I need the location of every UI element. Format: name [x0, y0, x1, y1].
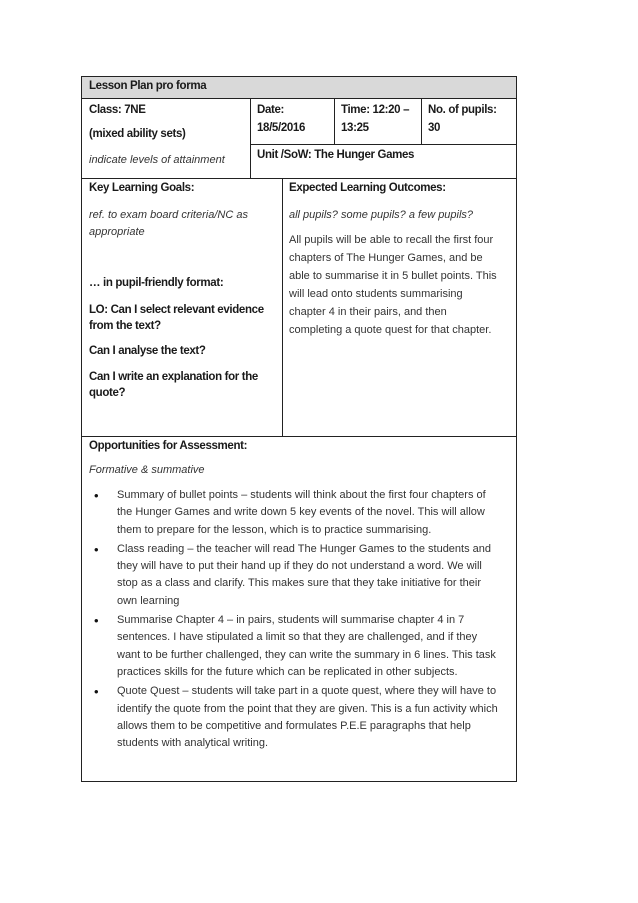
- assessment-heading: Opportunities for Assessment:: [89, 440, 248, 452]
- outcomes-line: chapters of The Hunger Games, and be: [289, 252, 483, 264]
- goal-analyse: Can I analyse the text?: [89, 345, 206, 357]
- outcomes-text: [289, 231, 497, 339]
- date-cell: [250, 98, 335, 145]
- class-cell: [81, 98, 251, 179]
- pupils-label: No. of pupils:: [428, 104, 497, 116]
- assessment-list: [89, 487, 499, 754]
- unit-sow: Unit /SoW: The Hunger Games: [257, 149, 415, 161]
- pupils-cell: [421, 98, 517, 145]
- goals-heading: Key Learning Goals:: [89, 182, 195, 194]
- key-learning-goals-cell: [81, 178, 283, 437]
- title-row: [81, 76, 517, 99]
- class-label: Class: 7NE: [89, 104, 146, 116]
- outcomes-line: will lead onto students summarising: [289, 288, 463, 300]
- attainment-hint: indicate levels of attainment: [89, 154, 225, 166]
- outcomes-line: All pupils will be able to recall the first four: [289, 234, 494, 246]
- list-item: • Summary of bullet points – students will think about the first four chapters of the Hunger Games and write down 5 key events of the novel. This will allow them to prepare for the lesson, which is to practice summarising.: [89, 487, 499, 539]
- outcomes-line: completing a quote quest for that chapter.: [289, 324, 492, 336]
- time-value: 13:25: [341, 122, 369, 134]
- pupils-value: 30: [428, 122, 441, 134]
- outcomes-line: chapter 4 in their pairs, and then: [289, 306, 447, 318]
- time-cell: [334, 98, 422, 145]
- lo-line2: from the text?: [89, 320, 161, 332]
- unit-cell: [250, 144, 517, 179]
- pupil-friendly-label: … in pupil-friendly format:: [89, 277, 224, 289]
- expected-outcomes-cell: [282, 178, 517, 437]
- outcomes-line: able to summarise it in 5 bullet points. This: [289, 270, 497, 282]
- page-title: Lesson Plan pro forma: [89, 80, 207, 92]
- list-item: • Summarise Chapter 4 – in pairs, students will summarise chapter 4 in 7 sentences. I have stipulated a limit so that they are challenged, and if they want to be further challenged, they can write the summary in 6 lines. This task practices skills for the future which can be replicated in other subjects.: [89, 612, 499, 681]
- list-item: • Quote Quest – students will take part in a quote quest, where they will have to identify the quote from the point that they are given. This is a fun activity which allows them to be competitive and formulates P.E.E paragraphs that help students with analytical writing.: [89, 683, 499, 752]
- goal-explain-line1: Can I write an explanation for the: [89, 371, 258, 383]
- mixed-ability-note: (mixed ability sets): [89, 128, 186, 140]
- list-item: • Class reading – the teacher will read The Hunger Games to the students and they will have to put their hand up if they do not understand a word. We will stop as a class and clarify. This makes sure that they take initiative for their own learning: [89, 541, 499, 610]
- date-value: 18/5/2016: [257, 122, 306, 134]
- time-label: Time: 12:20 –: [341, 104, 410, 116]
- goal-explain-line2: quote?: [89, 387, 126, 399]
- outcomes-heading: Expected Learning Outcomes:: [289, 182, 446, 194]
- outcomes-hint: all pupils? some pupils? a few pupils?: [289, 209, 474, 221]
- goals-hint-line2: appropriate: [89, 226, 145, 238]
- assessment-subheading: Formative & summative: [89, 464, 205, 476]
- assessment-cell: [81, 436, 517, 782]
- goals-hint-line1: ref. to exam board criteria/NC as: [89, 209, 248, 221]
- date-label: Date:: [257, 104, 285, 116]
- lo-line1: LO: Can I select relevant evidence: [89, 304, 264, 316]
